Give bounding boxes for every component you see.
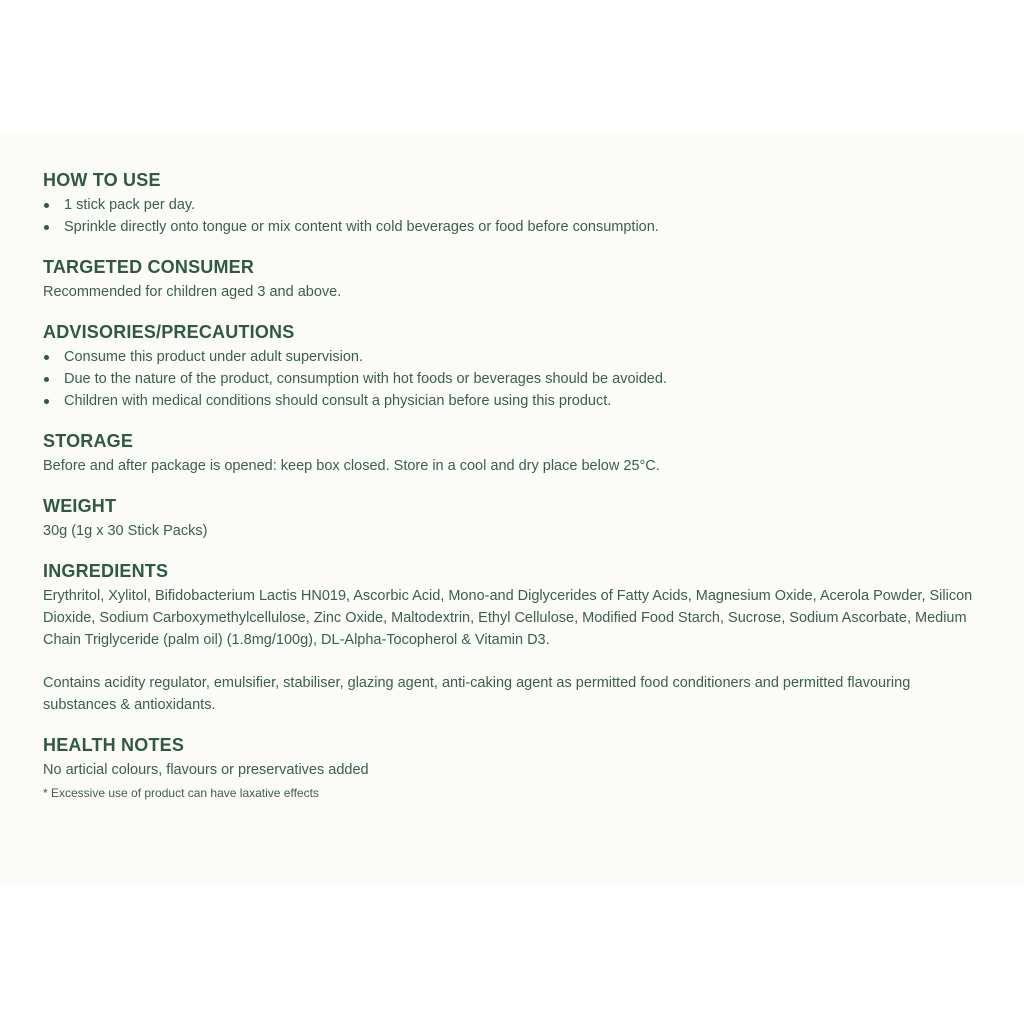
ingredients-contains-text: Contains acidity regulator, emulsifier, stabiliser, glazing agent, anti-caking agent as permitted food conditioners and permitted flavouring substances & antioxidants. bbox=[43, 675, 911, 713]
list-item: Consume this product under adult supervision. bbox=[43, 346, 983, 368]
how-to-use-heading: HOW TO USE bbox=[43, 170, 161, 190]
product-info-panel bbox=[0, 135, 1024, 887]
health-notes-footnote: * Excessive use of product can have laxative effects bbox=[43, 786, 319, 800]
weight-text: 30g (1g x 30 Stick Packs) bbox=[43, 523, 208, 539]
ingredients-heading: INGREDIENTS bbox=[43, 561, 169, 581]
section-ingredients bbox=[43, 560, 983, 716]
health-notes-text: No articial colours, flavours or preservatives added bbox=[43, 762, 369, 778]
targeted-consumer-text: Recommended for children aged 3 and above. bbox=[43, 284, 342, 300]
section-targeted-consumer bbox=[43, 256, 983, 303]
section-health-notes bbox=[43, 734, 983, 803]
how-to-use-list bbox=[43, 194, 983, 238]
section-storage bbox=[43, 430, 983, 477]
list-item: Children with medical conditions should consult a physician before using this product. bbox=[43, 390, 983, 412]
list-item: Due to the nature of the product, consumption with hot foods or beverages should be avoided. bbox=[43, 368, 983, 390]
product-info-content bbox=[43, 169, 983, 821]
list-item: 1 stick pack per day. bbox=[43, 194, 983, 216]
advisories-heading: ADVISORIES/PRECAUTIONS bbox=[43, 322, 295, 342]
storage-text: Before and after package is opened: keep box closed. Store in a cool and dry place below 25°C. bbox=[43, 458, 660, 474]
list-item: Sprinkle directly onto tongue or mix content with cold beverages or food before consumption. bbox=[43, 216, 983, 238]
section-advisories bbox=[43, 321, 983, 412]
targeted-consumer-heading: TARGETED CONSUMER bbox=[43, 257, 255, 277]
section-how-to-use bbox=[43, 169, 983, 238]
weight-heading: WEIGHT bbox=[43, 496, 117, 516]
health-notes-heading: HEALTH NOTES bbox=[43, 735, 185, 755]
section-weight bbox=[43, 495, 983, 542]
ingredients-text: Erythritol, Xylitol, Bifidobacterium Lactis HN019, Ascorbic Acid, Mono-and Diglycerides of Fatty Acids, Magnesium Oxide, Acerola Powder, Silicon Dioxide, Sodium Carboxymethylcellulose, Zinc Oxide, Maltodextrin, Ethyl Cellulose, Modified Food Starch, Sucrose, Sodium Ascorbate, Medium Chain Triglyceride (palm oil) (1.8mg/100g), DL-Alpha-Tocopherol & Vitamin D3. bbox=[43, 588, 973, 648]
advisories-list bbox=[43, 346, 983, 412]
storage-heading: STORAGE bbox=[43, 431, 134, 451]
